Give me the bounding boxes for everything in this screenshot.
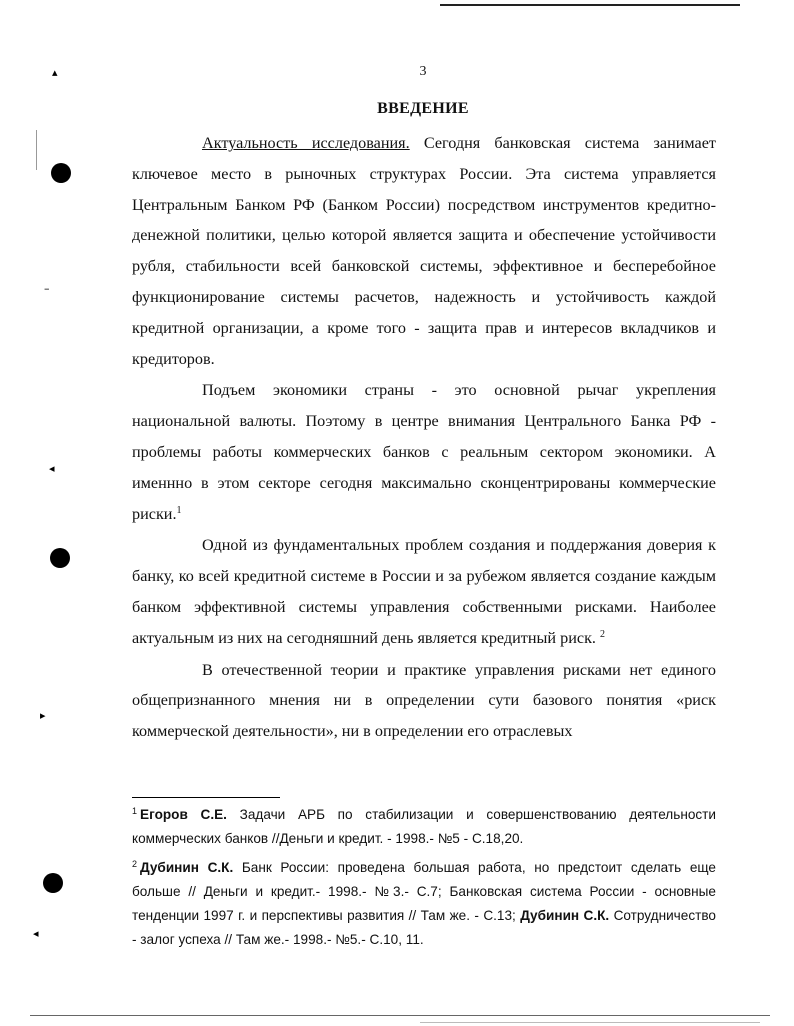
footnote-text: Задачи АРБ по стабилизации и совершенствованию деятельности коммерческих банков //Деньги и кредит. - 1998.- №5 - С.18,20. (132, 807, 716, 846)
footnotes (132, 803, 716, 952)
scan-mark: ◂ (49, 462, 55, 475)
paragraph-text: В отечественной теории и практике управления рисками нет единого общепризнанного мнения ни в определении сути базового понятия «риск коммерческой деятельности», ни в определении его отраслевых (132, 660, 716, 741)
binder-hole-top (51, 163, 71, 183)
paragraph-text: Подъем экономики страны - это основной рычаг укрепления национальной валюты. Поэтому в центре внимания Центрального Банка РФ - проблемы работы коммерческих банков с реальным сектором экономики. А именнно в этом секторе сегодня максимально сконцентрированы коммерческие риски. (132, 381, 716, 523)
footnote-author: Дубинин С.К. (140, 860, 234, 875)
binder-hole-middle (50, 548, 70, 568)
footnote-divider (132, 797, 280, 798)
section-heading: ВВЕДЕНИЕ (377, 100, 469, 117)
body-text (132, 128, 716, 747)
scan-edge-top-right (440, 4, 740, 6)
paragraph-relevance (132, 128, 716, 374)
footnote-mark: 1 (132, 806, 138, 816)
scan-edge-bottom (30, 1015, 770, 1016)
paragraph-text: Одной из фундаментальных проблем создания и поддержания доверия к банку, ко всей кредитной системе в России и за рубежом является создание каждым банком эффективной системы управления собственными рисками. Наиболее актуальным из них на сегодняшний день является кредитный риск. (132, 536, 716, 647)
footnote-ref: 2 (600, 628, 606, 640)
binder-hole-bottom (43, 873, 63, 893)
paragraph-text: Сегодня банковская система занимает ключевое место в рыночных структурах России. Эта система управляется Центральным Банком РФ (Банком России) посредством инструментов кредитно-денежной политики, целью которой является защита и обеспечение устойчивости рубля, стабильности всей банковской системы, эффективное и бесперебойное функционирование системы расчетов, надежность и устойчивость каждой кредитной организации, а кроме того - защита прав и интересов вкладчиков и кредиторов. (132, 134, 717, 368)
scan-edge-left (36, 130, 37, 170)
footnote-author: Дубинин С.К. (520, 908, 610, 923)
footnote-ref: 1 (176, 504, 182, 516)
footnote-mark: 2 (132, 859, 138, 869)
page-number: 3 (419, 64, 427, 79)
scan-mark: – (44, 282, 50, 295)
footnote-text: Сотрудничество - залог успеха // Там же.- 1998.- №5.- С.10, 11. (132, 908, 716, 947)
scan-edge-bottom-faint (420, 1022, 760, 1023)
footnote-author: Егоров С.Е. (140, 807, 227, 822)
paragraph-lead: Актуальность исследования. (202, 134, 410, 152)
paragraph-theory (132, 655, 716, 747)
scan-mark: ◂ (33, 927, 39, 940)
scan-mark: ▴ (52, 66, 58, 79)
footnote-2 (132, 856, 716, 952)
footnote-text: Банк России: проведена большая работа, но предстоит сделать еще больше // Деньги и кредит.- 1998.- №3.- С.7; Банковская система России - основные тенденции 1997 г. и перспективы развития // Там же. - С.13; (132, 860, 716, 923)
paragraph-economy (132, 375, 716, 529)
footnote-1 (132, 803, 716, 851)
scan-mark: ▸ (40, 709, 46, 722)
paragraph-trust (132, 530, 716, 653)
